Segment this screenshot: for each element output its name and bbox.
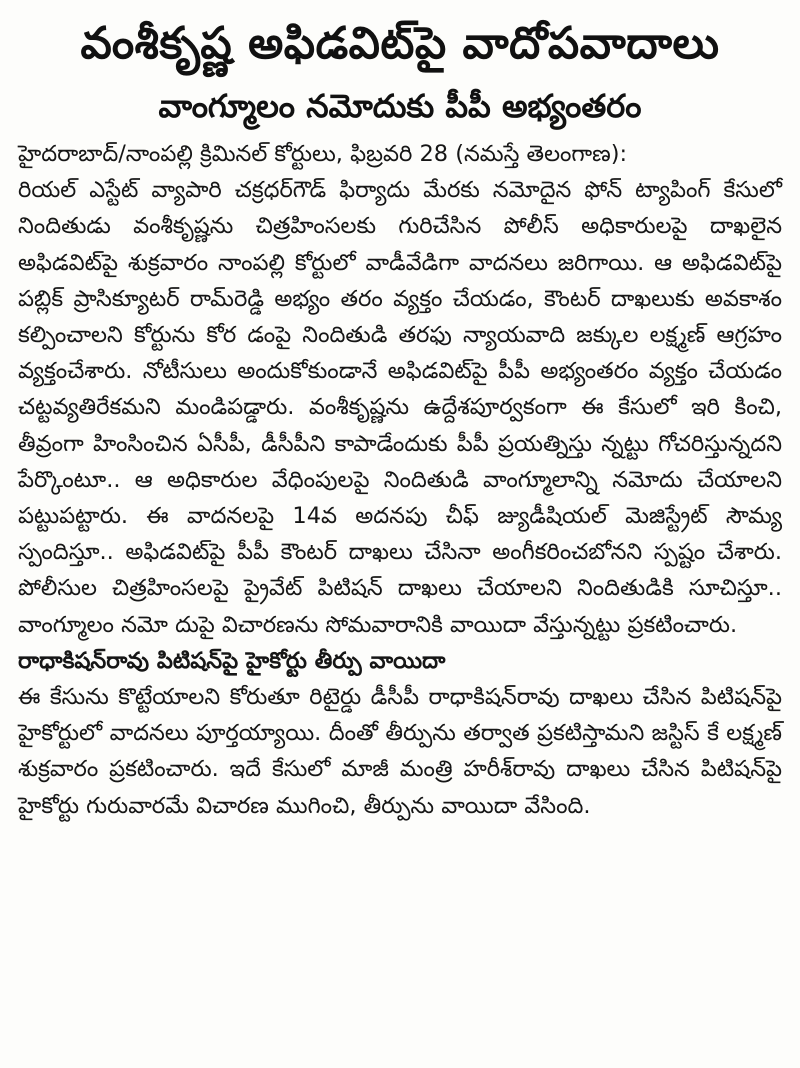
article-body (18, 136, 782, 824)
headline: వంశీకృష్ణ అఫిడవిట్‌పై వాదోపవాదాలు (80, 18, 720, 69)
paragraph-2: ఈ కేసును కొట్టేయాలని కోరుతూ రిటైర్డు డీసీపీ రాధాకిషన్‌రావు దాఖలు చేసిన పిటిషన్‌పై హైకోర్టులో వాదనలు పూర్తయ్యాయి. దీంతో తీర్పును తర్వాత ప్రకటిస్తామని జస్టిస్‌ కే లక్ష్మణ్‌ శుక్రవారం ప్రకటించారు. ఇదే కేసులో మాజీ మంత్రి హరీశ్‌రావు దాఖలు చేసిన పిటిషన్‌పై హైకోర్టు గురువారమే విచారణ ముగించి, తీర్పును వాయిదా వేసింది. (18, 684, 782, 819)
section-subheading: రాధాకిషన్‌రావు పిటిషన్‌పై హైకోర్టు తీర్పు వాయిదా (18, 647, 446, 674)
paragraph-1: రియల్‌ ఎస్టేట్‌ వ్యాపారి చక్రధర్‌గౌడ్‌ ఫిర్యాదు మేరకు నమోదైన ఫోన్‌ ట్యాపింగ్‌ కేసులో నిందితుడు వంశీకృష్ణను చిత్రహింసలకు గురిచేసిన పోలీస్‌ అధికారులపై దాఖలైన అఫిడవిట్‌పై శుక్రవారం నాంపల్లి కోర్టులో వాడీవేడిగా వాదనలు జరిగాయి. ఆ అఫిడవిట్‌పై పబ్లిక్‌ ప్రాసిక్యూటర్‌ రామ్‌రెడ్డి అభ్యం తరం వ్యక్తం చేయడం, కౌంటర్‌ దాఖలుకు అవకాశం కల్పించాలని కోర్టును కోర డంపై నిందితుడి తరఫు న్యాయవాది జక్కుల లక్ష్మణ్‌ ఆగ్రహం వ్యక్తంచేశారు. నోటీసులు అందుకోకుండానే అఫిడవిట్‌పై పీపీ అభ్యంతరం వ్యక్తం చేయడం చట్టవ్యతిరేకమని మండిపడ్డారు. వంశీకృష్ణను ఉద్దేశపూర్వకంగా ఈ కేసులో ఇరి కించి, తీవ్రంగా హింసించిన ఏసీపీ, డీసీపీని కాపాడేందుకు పీపీ ప్రయత్నిస్తు న్నట్టు గోచరిస్తున్నదని పేర్కొంటూ.. ఆ అధికారుల వేధింపులపై నిందితుడి వాంగ్మూలాన్ని నమోదు చేయాలని పట్టుపట్టారు. ఈ వాదనలపై 14వ అదనపు చీఫ్‌ జ్యుడీషియల్‌ మెజిస్ట్రేట్‌ సౌమ్య స్పందిస్తూ.. అఫిడవిట్‌పై పీపీ కౌంటర్‌ దాఖలు చేసినా అంగీకరించబోనని స్పష్టం చేశారు. పోలీసుల చిత్రహింసలపై ప్రైవేట్‌ పిటిషన్‌ దాఖలు చేయాలని నిందితుడికి సూచిస్తూ.. వాంగ్మూలం నమో దుపై విచారణను సోమవారానికి వాయిదా వేస్తున్నట్టు ప్రకటించారు. (18, 177, 782, 638)
subheadline: వాంగ్మూలం నమోదుకు పీపీ అభ్యంతరం (158, 87, 642, 125)
dateline: హైదరాబాద్‌/నాంపల్లి క్రిమినల్‌ కోర్టులు, ఫిబ్రవరి 28 (నమస్తే తెలంగాణ): (18, 141, 628, 167)
